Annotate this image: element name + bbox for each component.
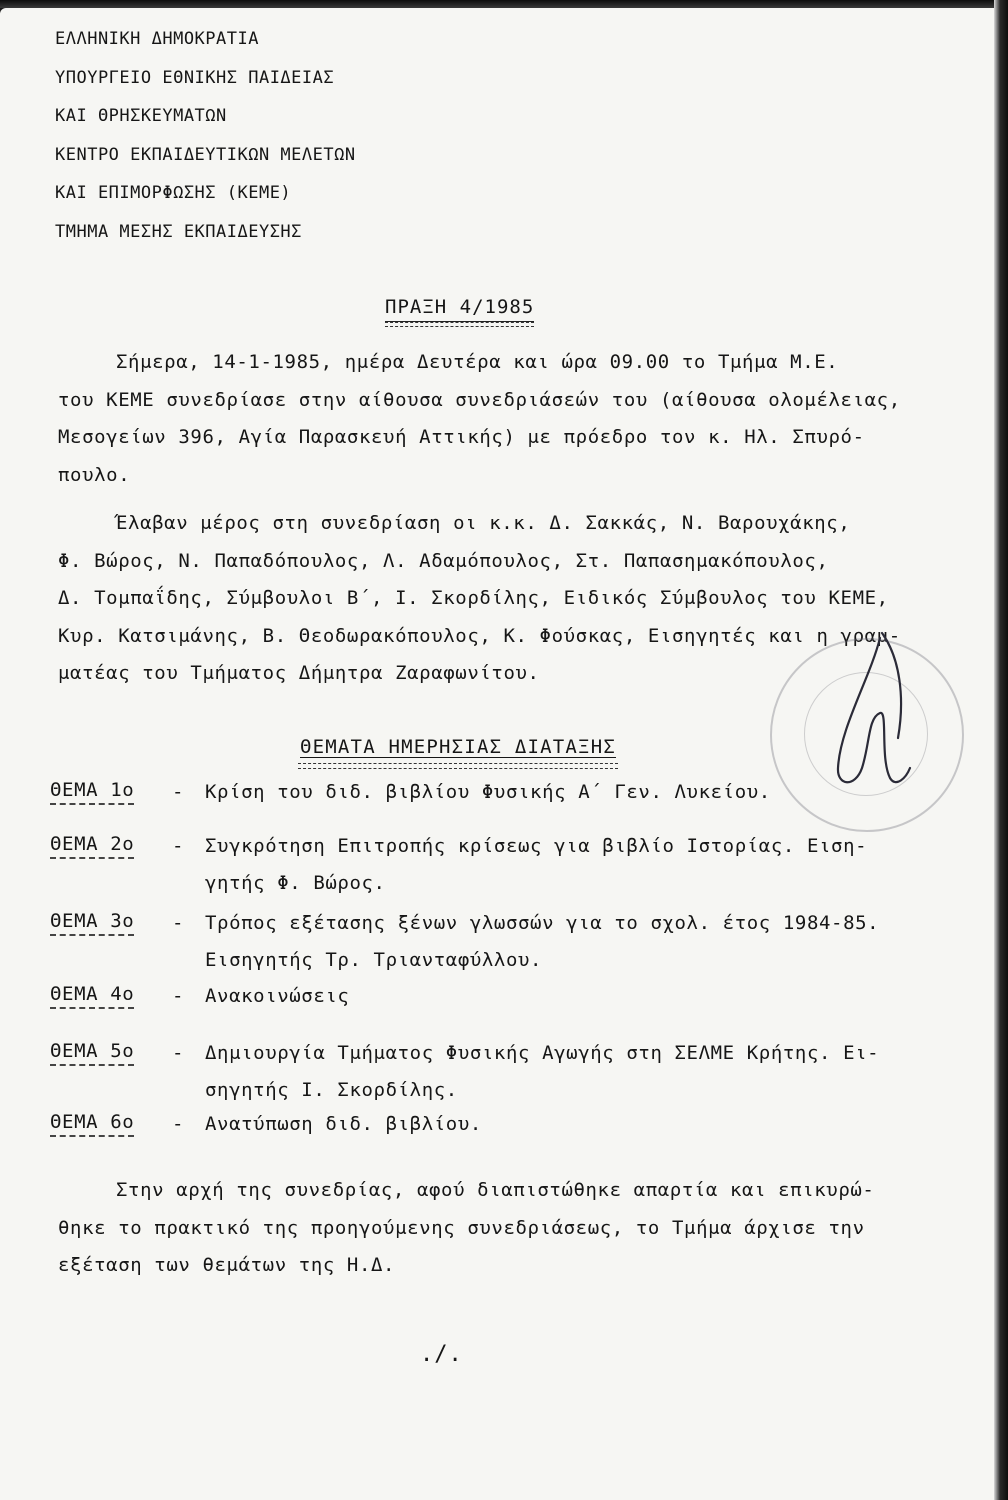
agenda-item-label: ΘΕΜΑ 5ο	[50, 1038, 134, 1066]
closing-line: εξέταση των θεμάτων της Η.Δ.	[58, 1254, 396, 1276]
intro-line: του ΚΕΜΕ συνεδρίασε στην αίθουσα συνεδριάσεών του (αίθουσα ολομέλειας,	[58, 388, 901, 411]
agenda-item-dash: -	[172, 985, 185, 1007]
agenda-item-dash: -	[172, 1042, 185, 1064]
agenda-item-line: Κρίση του διδ. βιβλίου Φυσικής Α΄ Γεν. Λυκείου.	[205, 781, 771, 803]
attendees-line: Δ. Τομπαΐδης, Σύμβουλοι Β΄, Ι. Σκορδίλης, Ειδικός Σύμβουλος του ΚΕΜΕ,	[58, 587, 889, 609]
attendees-line: ματέας του Τμήματος Δήμητρα Ζαραφωνίτου.	[58, 662, 540, 684]
agenda-title: ΘΕΜΑΤΑ ΗΜΕΡΗΣΙΑΣ ΔΙΑΤΑΞΗΣ	[300, 736, 616, 758]
closing-paragraph	[58, 1172, 874, 1285]
closing-line: θηκε το πρακτικό της προηγούμενης συνεδριάσεως, το Τμήμα άρχισε την	[58, 1216, 865, 1239]
letterhead-line: ΥΠΟΥΡΓΕΙΟ ΕΘΝΙΚΗΣ ΠΑΙΔΕΙΑΣ	[55, 67, 335, 88]
agenda-item-label: ΘΕΜΑ 1ο	[50, 777, 134, 805]
agenda-item-line: Ανατύπωση διδ. βιβλίου.	[205, 1113, 482, 1135]
agenda-item-line: Δημιουργία Τμήματος Φυσικής Αγωγής στη ΣΕΛΜΕ Κρήτης. Ει-	[205, 1042, 880, 1064]
intro-paragraph	[58, 344, 901, 494]
attendees-paragraph	[58, 505, 901, 693]
letterhead-line: ΚΑΙ ΕΠΙΜΟΡΦΩΣΗΣ (ΚΕΜΕ)	[55, 183, 292, 203]
attendees-line: Έλαβαν μέρος στη συνεδρίαση οι κ.κ. Δ. Σακκάς, Ν. Βαρουχάκης,	[116, 512, 851, 534]
agenda-item-line: Ανακοινώσεις	[205, 985, 350, 1007]
attendees-line: Κυρ. Κατσιμάνης, Β. Θεοδωρακόπουλος, Κ. Φούσκας, Εισηγητές και η γραμ-	[58, 624, 901, 647]
letterhead-line: ΚΑΙ ΘΡΗΣΚΕΥΜΑΤΩΝ	[55, 106, 227, 126]
agenda-item-label: ΘΕΜΑ 3ο	[50, 908, 134, 936]
agenda-item-line: γητής Φ. Βώρος.	[205, 872, 386, 894]
agenda-item-dash: -	[172, 912, 185, 934]
agenda-item-text	[205, 1106, 965, 1143]
letterhead-line: ΤΜΗΜΑ ΜΕΣΗΣ ΕΚΠΑΙΔΕΥΣΗΣ	[55, 221, 302, 242]
scan-right-edge	[994, 0, 1008, 1500]
agenda-item-label: ΘΕΜΑ 6ο	[50, 1109, 134, 1137]
agenda-item-label: ΘΕΜΑ 2ο	[50, 831, 134, 859]
agenda-item-text	[205, 1035, 965, 1109]
agenda-item-dash: -	[172, 1113, 185, 1135]
closing-line: Στην αρχή της συνεδρίας, αφού διαπιστώθηκε απαρτία και επικυρώ-	[116, 1179, 875, 1201]
intro-line: πουλο.	[58, 463, 131, 486]
agenda-item-dash: -	[172, 835, 185, 857]
letterhead-line: ΚΕΝΤΡΟ ΕΚΠΑΙΔΕΥΤΙΚΩΝ ΜΕΛΕΤΩΝ	[55, 144, 356, 165]
continuation-mark: ./.	[420, 1342, 463, 1367]
agenda-item-line: Εισηγητής Τρ. Τριανταφύλλου.	[205, 949, 543, 971]
agenda-item-line: σηγητής Ι. Σκορδίλης.	[205, 1079, 458, 1101]
attendees-line: Φ. Βώρος, Ν. Παπαδόπουλος, Λ. Αδαμόπουλος, Στ. Παπασημακόπουλος,	[58, 549, 829, 572]
agenda-item-label: ΘΕΜΑ 4ο	[50, 981, 134, 1009]
letterhead	[55, 24, 356, 255]
agenda-item-line: Συγκρότηση Επιτροπής κρίσεως για βιβλίο Ιστορίας. Ειση-	[205, 835, 868, 857]
agenda-item-dash: -	[172, 781, 185, 803]
intro-line: Μεσογείων 396, Αγία Παρασκευή Αττικής) με πρόεδρο τον κ. Ηλ. Σπυρό-	[58, 426, 865, 448]
document-title: ΠΡΑΞΗ 4/1985	[385, 296, 534, 322]
agenda-item-text	[205, 978, 965, 1015]
document-page	[0, 8, 994, 1500]
signature	[810, 618, 920, 808]
agenda-item-text	[205, 828, 965, 902]
agenda-item-line: Τρόπος εξέτασης ξένων γλωσσών για το σχολ. έτος 1984-85.	[205, 912, 880, 934]
intro-line: Σήμερα, 14-1-1985, ημέρα Δευτέρα και ώρα 09.00 το Τμήμα Μ.Ε.	[116, 351, 839, 373]
scan-top-edge	[0, 0, 1008, 8]
letterhead-line: ΕΛΛΗΝΙΚΗ ΔΗΜΟΚΡΑΤΙΑ	[55, 29, 259, 49]
agenda-item-text	[205, 905, 965, 979]
